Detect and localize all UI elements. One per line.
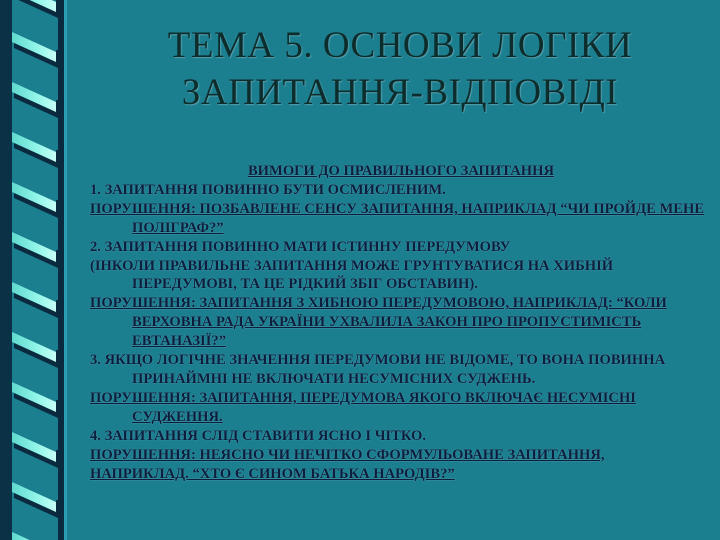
violation-2: ПОРУШЕННЯ: ЗАПИТАННЯ З ХИБНОЮ ПЕРЕДУМОВОЮ, НАПРИКЛАД: “КОЛИ ВЕРХОВНА РАДА УКРАЇНИ УХВАЛИЛА ЗАКОН ПРО ПРОПУСТИМІСТЬ ЕВТАНАЗІЇ?” <box>90 295 667 350</box>
spiral-binding-decoration <box>0 0 80 540</box>
binding-loop-tip <box>56 300 62 314</box>
violation-3: ПОРУШЕННЯ: ЗАПИТАННЯ, ПЕРЕДУМОВА ЯКОГО ВКЛЮЧАЄ НЕСУМІСНІ СУДЖЕННЯ. <box>90 389 636 425</box>
requirement-4: 4. ЗАПИТАННЯ СЛІД СТАВИТИ ЯСНО І ЧІТКО. <box>90 427 427 444</box>
binding-loop-tip <box>56 150 62 164</box>
binding-loop <box>12 532 56 540</box>
binding-loop-tip <box>56 400 62 414</box>
violation-4-example: НАПРИКЛАД. “ХТО Є СИНОМ БАТЬКА НАРОДІВ?” <box>90 465 455 482</box>
binding-loop-tip <box>56 250 62 264</box>
requirement-2: 2. ЗАПИТАННЯ ПОВИННО МАТИ ІСТИННУ ПЕРЕДУМОВУ <box>90 238 511 255</box>
slide-body-text <box>90 162 712 483</box>
requirement-2-note: (ІНКОЛИ ПРАВИЛЬНЕ ЗАПИТАННЯ МОЖЕ ГРУНТУВАТИСЯ НА ХИБНІЙ ПЕРЕДУМОВІ, ТА ЦЕ РІДКИЙ ЗБІГ ОБСТАВИН). <box>90 257 614 293</box>
slide-title <box>90 22 710 116</box>
binding-loop-tip <box>56 100 62 114</box>
binding-loop-tip <box>56 50 62 64</box>
binding-loop-tip <box>56 350 62 364</box>
title-line-2: ЗАПИТАННЯ-ВІДПОВІДІ <box>181 72 619 113</box>
binding-loop-tip <box>56 200 62 214</box>
requirements-heading: ВИМОГИ ДО ПРАВИЛЬНОГО ЗАПИТАННЯ <box>247 163 555 179</box>
binding-loop-tip <box>56 500 62 514</box>
requirement-1: 1. ЗАПИТАННЯ ПОВИННО БУТИ ОСМИСЛЕНИМ. <box>90 181 446 198</box>
requirement-3: 3. ЯКЩО ЛОГІЧНЕ ЗНАЧЕННЯ ПЕРЕДУМОВИ НЕ ВІДОМЕ, ТО ВОНА ПОВИННА ПРИНАЙМНІ НЕ ВКЛЮЧАТИ НЕСУМІСНИХ СУДЖЕНЬ. <box>90 352 666 387</box>
violation-1: ПОРУШЕННЯ: ПОЗБАВЛЕНЕ СЕНСУ ЗАПИТАННЯ, НАПРИКЛАД “ЧИ ПРОЙДЕ МЕНЕ ПОЛІГРАФ?” <box>90 200 705 236</box>
title-line-1: ТЕМА 5. ОСНОВИ ЛОГІКИ <box>167 25 633 66</box>
binding-loop-tip <box>56 0 62 14</box>
violation-4: ПОРУШЕННЯ: НЕЯСНО ЧИ НЕЧІТКО СФОРМУЛЬОВАНЕ ЗАПИТАННЯ, <box>90 446 605 463</box>
binding-loop-tip <box>56 450 62 464</box>
